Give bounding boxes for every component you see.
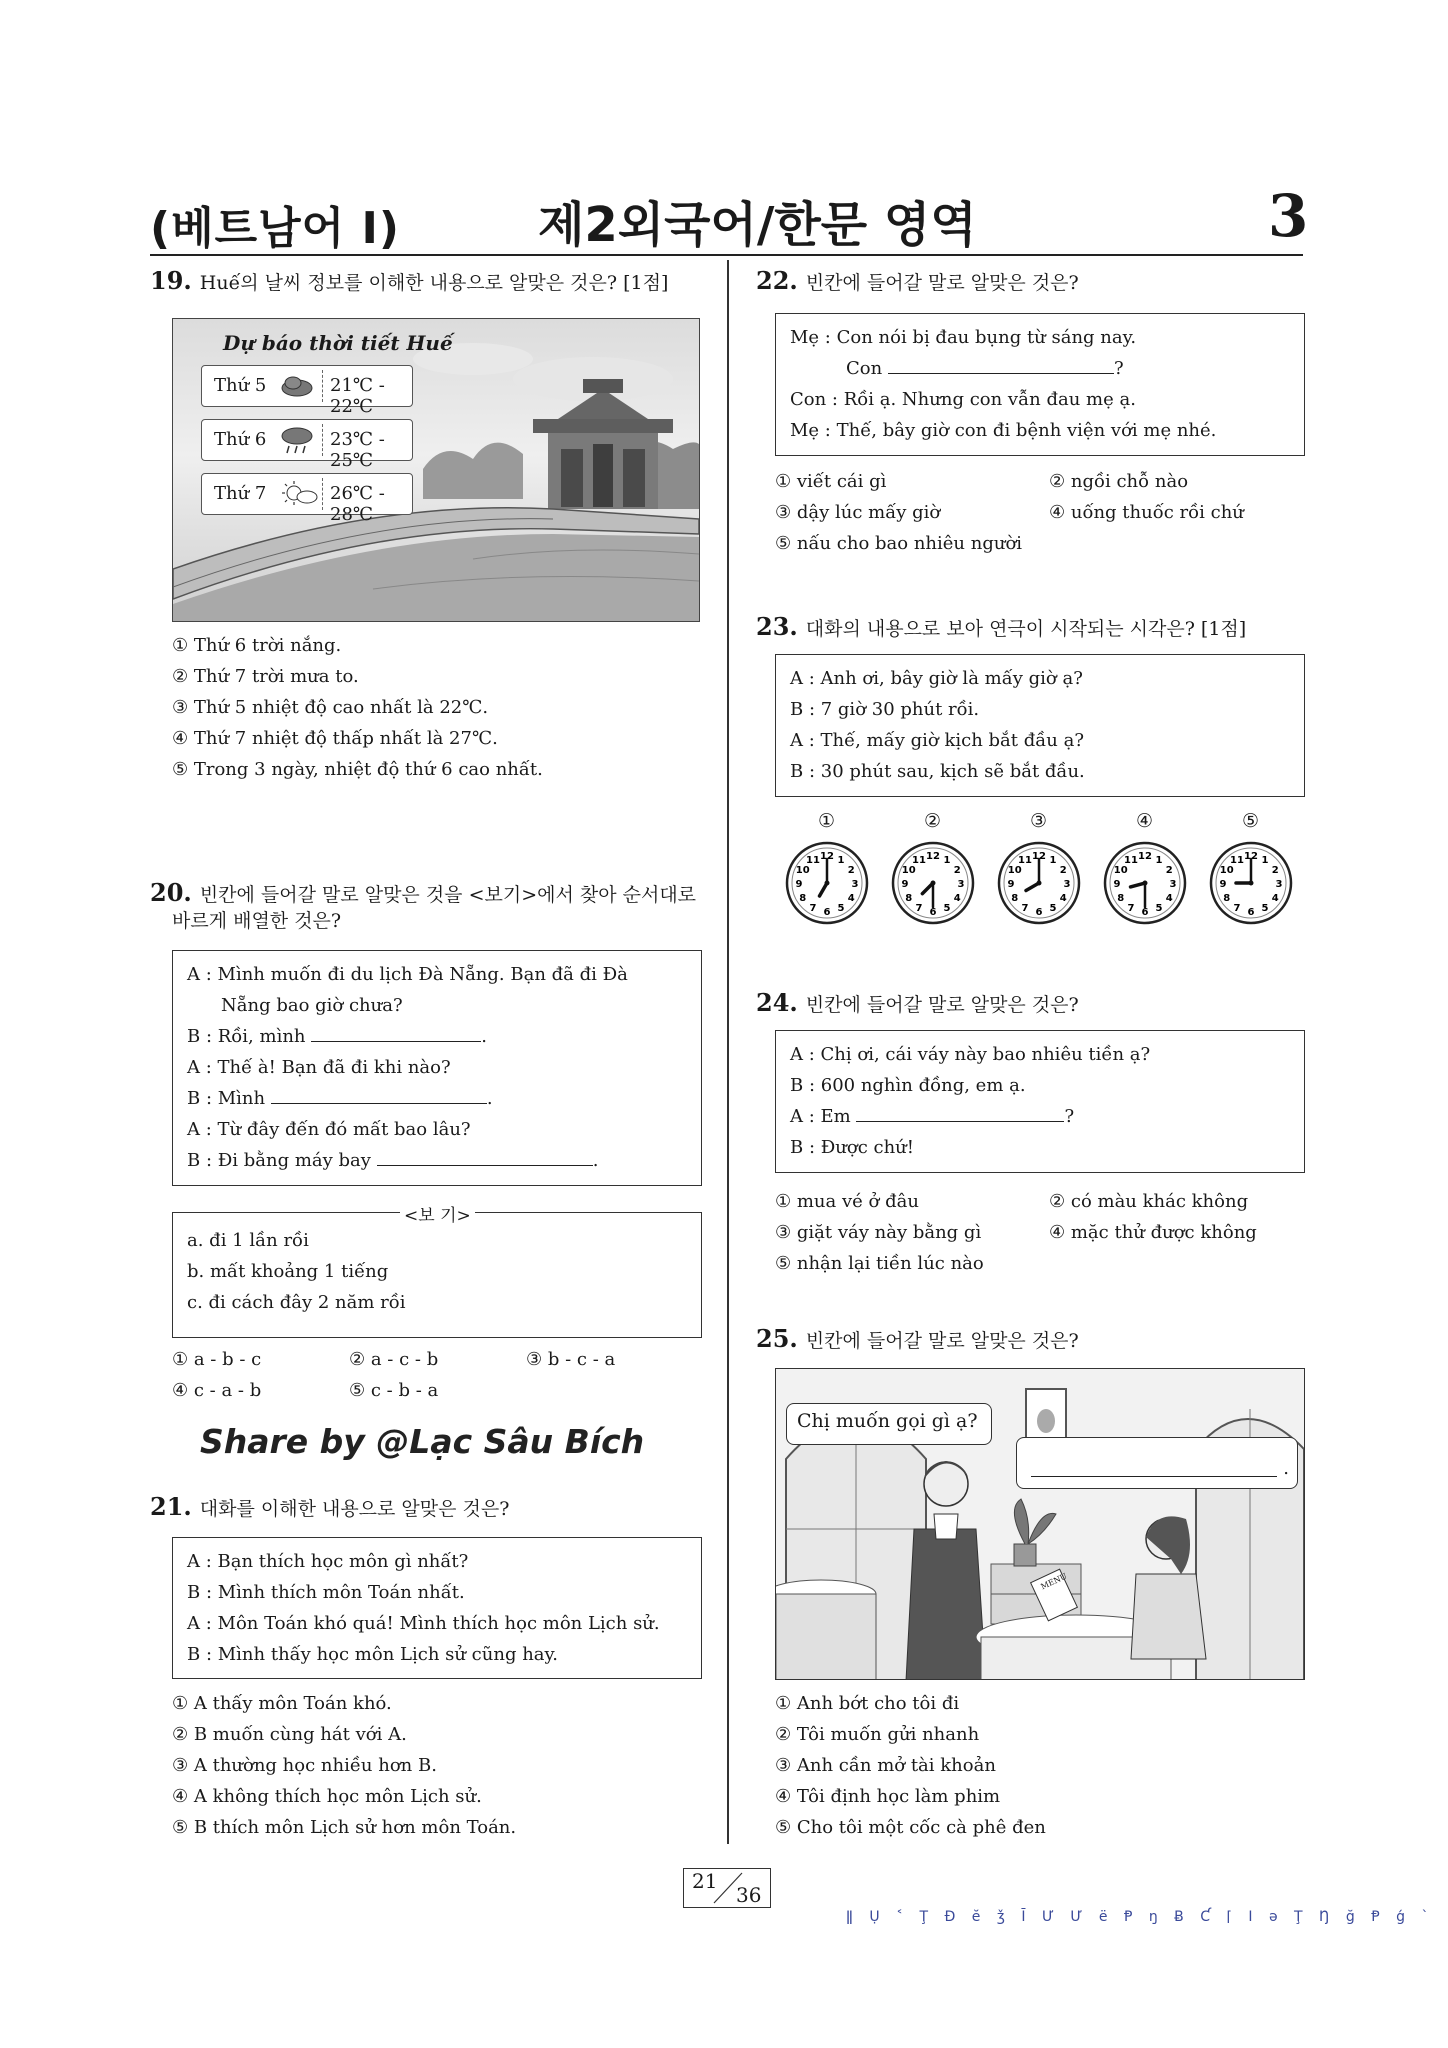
clock-numeral: 8	[1011, 893, 1019, 904]
bogi-item: a. đi 1 lần rồi	[187, 1230, 309, 1251]
q24-option-5[interactable]: ⑤ nhận lại tiền lúc nào	[775, 1253, 984, 1274]
answer-blank	[311, 1021, 481, 1042]
clock-icon[interactable]	[1102, 840, 1188, 926]
dialog-line: B : Mình thích môn Toán nhất.	[187, 1582, 465, 1603]
forecast-temp: 26℃ - 28℃	[330, 483, 385, 525]
clock-numeral: 8	[905, 893, 913, 904]
dialog-line: A : Môn Toán khó quá! Mình thích học môn Lịch sử.	[187, 1613, 660, 1634]
q19-title	[150, 268, 668, 296]
clock-numeral: 12	[820, 851, 834, 862]
rain-icon	[280, 425, 314, 455]
share-watermark: Share by @Lạc Sâu Bích	[200, 1422, 645, 1461]
q24-option-1[interactable]: ① mua vé ở đâu	[775, 1191, 919, 1212]
dialog-line: Nẵng bao giờ chưa?	[221, 995, 403, 1016]
clock-numeral: 1	[1049, 854, 1057, 866]
q25-number: 25.	[756, 1324, 798, 1353]
bogi-item: b. mất khoảng 1 tiếng	[187, 1261, 389, 1282]
q21-option-3[interactable]: ③ A thường học nhiều hơn B.	[172, 1755, 437, 1776]
q24-number: 24.	[756, 988, 798, 1017]
period-mark: .	[481, 1026, 487, 1047]
q23-clock-options	[775, 810, 1305, 930]
clock-numeral: 6	[929, 907, 937, 918]
q21-number: 21.	[150, 1492, 192, 1521]
q20-text-cont: 바르게 배열한 것은?	[172, 910, 342, 932]
q19-option-3[interactable]: ③ Thứ 5 nhiệt độ cao nhất là 22℃.	[172, 697, 489, 718]
clock-icon[interactable]	[890, 840, 976, 926]
q20-title	[150, 880, 710, 934]
q20-option-2[interactable]: ② a - c - b	[349, 1349, 439, 1370]
answer-blank	[1031, 1456, 1277, 1477]
clock-numeral: 1	[1261, 854, 1269, 866]
forecast-divider	[322, 424, 323, 456]
q21-option-5[interactable]: ⑤ B thích môn Lịch sử hơn môn Toán.	[172, 1817, 517, 1838]
clock-numeral: 2	[847, 865, 855, 876]
clock-icon[interactable]	[1208, 840, 1294, 926]
q20-option-1[interactable]: ① a - b - c	[172, 1349, 262, 1370]
clock-option-label[interactable]: ②	[924, 810, 942, 832]
clock-center	[825, 881, 830, 886]
dialog-text: B : Rồi, mình	[187, 1026, 306, 1047]
clock-numeral: 6	[1035, 907, 1043, 918]
clock-numeral: 3	[1169, 879, 1177, 890]
clock-numeral: 3	[1275, 879, 1283, 890]
forecast-title: Dự báo thời tiết Huế	[223, 331, 453, 355]
clock-numeral: 8	[1223, 893, 1231, 904]
dialog-line: A : Anh ơi, bây giờ là mấy giờ ạ?	[790, 668, 1083, 689]
clock-numeral: 8	[1117, 893, 1125, 904]
q24-option-3[interactable]: ③ giặt váy này bằng gì	[775, 1222, 982, 1243]
footer-code: ǁ Ụ ˂ Ţ Ð ĕ ǯ Ī Ư Ư ë Ᵽ ŋ Ƀ Ƈ ⌈ Ӏ ə Ţ Ŋ ğ Ᵽ ǵ ˋ	[846, 1909, 1435, 1925]
period-mark: .	[1283, 1458, 1289, 1479]
page-current: 21	[692, 1869, 718, 1893]
clock-center	[931, 881, 936, 886]
q20-dialog-box	[172, 950, 702, 1186]
forecast-day: Thứ 5	[214, 375, 267, 396]
weather-forecast-image	[172, 318, 700, 622]
dialog-line: B : 600 nghìn đồng, em ạ.	[790, 1075, 1026, 1096]
q25-option-3[interactable]: ③ Anh cần mở tài khoản	[775, 1755, 996, 1776]
q22-option-4[interactable]: ④ uống thuốc rồi chứ	[1049, 502, 1244, 523]
clock-numeral: 4	[1059, 893, 1067, 904]
clock-numeral: 12	[1138, 851, 1152, 862]
clock-numeral: 1	[837, 854, 845, 866]
forecast-divider	[322, 478, 323, 510]
dialog-line: A : Chị ơi, cái váy này bao nhiêu tiền ạ?	[790, 1044, 1151, 1065]
forecast-day: Thứ 6	[214, 429, 267, 450]
dialog-line: Con : Rồi ạ. Nhưng con vẫn đau mẹ ạ.	[790, 389, 1136, 410]
clock-center	[1249, 881, 1254, 886]
q20-number: 20.	[150, 878, 192, 907]
q25-text: 빈칸에 들어갈 말로 알맞은 것은?	[805, 1330, 1079, 1352]
period-mark: .	[486, 1088, 493, 1109]
answer-blank	[856, 1101, 1064, 1122]
dialog-line: A : Thế, mấy giờ kịch bắt đầu ạ?	[790, 730, 1084, 751]
q22-title	[756, 268, 1079, 296]
clock-numeral: 4	[953, 893, 961, 904]
q22-option-5[interactable]: ⑤ nấu cho bao nhiêu người	[775, 533, 1023, 554]
clock-numeral: 12	[926, 851, 940, 862]
q21-dialog-box	[172, 1537, 702, 1679]
dialog-line: A : Bạn thích học môn gì nhất?	[187, 1551, 469, 1572]
clock-numeral: 2	[1165, 865, 1173, 876]
clock-numeral: 7	[915, 903, 923, 915]
q19-option-5[interactable]: ⑤ Trong 3 ngày, nhiệt độ thứ 6 cao nhất.	[172, 759, 543, 780]
customer-speech-bubble	[1016, 1437, 1298, 1489]
dialog-line: A : Từ đây đến đó mất bao lâu?	[187, 1119, 471, 1140]
q19-option-2[interactable]: ② Thứ 7 trời mưa to.	[172, 666, 359, 687]
dialog-text: A : Em	[790, 1106, 851, 1127]
clock-numeral: 10	[795, 865, 810, 876]
q22-option-2[interactable]: ② ngồi chỗ nào	[1049, 471, 1189, 492]
forecast-divider	[322, 370, 323, 402]
bogi-item: c. đi cách đây 2 năm rồi	[187, 1292, 406, 1313]
cloud-icon	[280, 374, 314, 398]
waiter-speech-text: Chị muốn gọi gì ạ?	[797, 1410, 978, 1432]
clock-numeral: 10	[1219, 865, 1234, 876]
clock-center	[1143, 881, 1148, 886]
clock-numeral: 4	[1165, 893, 1173, 904]
bogi-title: <보 기>	[400, 1201, 475, 1226]
q19-options	[172, 630, 543, 785]
q22-dialog-box	[775, 313, 1305, 456]
answer-blank	[377, 1145, 593, 1166]
clock-option-label[interactable]: ④	[1136, 810, 1154, 832]
exam-section-title: 제2외국어/한문 영역	[538, 197, 977, 253]
clock-numeral: 11	[806, 854, 820, 866]
dialog-line: Mẹ : Con nói bị đau bụng từ sáng nay.	[790, 327, 1137, 348]
q21-text: 대화를 이해한 내용으로 알맞은 것은?	[199, 1498, 510, 1520]
q25-title	[756, 1326, 1079, 1354]
waiter-speech-bubble	[786, 1403, 992, 1445]
dialog-text: B : Mình	[187, 1088, 266, 1109]
q22-option-3[interactable]: ③ dậy lúc mấy giờ	[775, 502, 941, 523]
q20-text: 빈칸에 들어갈 말로 알맞은 것을 <보기>에서 찾아 순서대로	[199, 884, 697, 906]
dialog-line	[187, 1083, 687, 1114]
q25-option-4[interactable]: ④ Tôi định học làm phim	[775, 1786, 1001, 1807]
clock-numeral: 11	[1230, 854, 1244, 866]
clock-option-label[interactable]: ③	[1030, 810, 1048, 832]
bogi-box	[172, 1212, 702, 1338]
q23-dialog-box	[775, 654, 1305, 797]
page-total: 36	[736, 1883, 762, 1907]
forecast-row-thu5	[201, 365, 413, 417]
dialog-line	[790, 353, 1290, 384]
clock-numeral: 9	[1113, 879, 1121, 890]
q24-text: 빈칸에 들어갈 말로 알맞은 것은?	[805, 994, 1079, 1016]
q23-number: 23.	[756, 612, 798, 641]
clock-numeral: 7	[809, 903, 817, 915]
q23-title	[756, 614, 1246, 642]
question-mark: ?	[1064, 1106, 1075, 1127]
page-number-header: 3	[1268, 182, 1309, 250]
q21-option-1[interactable]: ① A thấy môn Toán khó.	[172, 1693, 392, 1714]
page-counter-box	[683, 1868, 771, 1908]
clock-numeral: 5	[1049, 903, 1057, 915]
q19-option-4[interactable]: ④ Thứ 7 nhiệt độ thấp nhất là 27℃.	[172, 728, 498, 749]
q24-option-2[interactable]: ② có màu khác không	[1049, 1191, 1249, 1212]
clock-numeral: 5	[1155, 903, 1163, 915]
q19-option-1[interactable]: ① Thứ 6 trời nắng.	[172, 635, 342, 656]
clock-numeral: 1	[943, 854, 951, 866]
dialog-line	[790, 1101, 1290, 1132]
cafe-illustration	[775, 1368, 1305, 1680]
clock-numeral: 1	[1155, 854, 1163, 866]
sun-cloud-icon	[280, 480, 318, 508]
dialog-line: B : Mình thấy học môn Lịch sử cũng hay.	[187, 1644, 559, 1665]
clock-numeral: 2	[1059, 865, 1067, 876]
dialog-line: B : 30 phút sau, kịch sẽ bắt đầu.	[790, 761, 1085, 782]
q22-text: 빈칸에 들어갈 말로 알맞은 것은?	[805, 272, 1079, 294]
period-mark: .	[592, 1150, 599, 1171]
clock-numeral: 11	[1124, 854, 1138, 866]
clock-center	[1037, 881, 1042, 886]
clock-numeral: 6	[1247, 907, 1255, 918]
clock-numeral: 7	[1233, 903, 1241, 915]
dialog-line: Mẹ : Thế, bây giờ con đi bệnh viện với mẹ nhé.	[790, 420, 1217, 441]
header-rule	[150, 254, 1303, 256]
q21-title	[150, 1494, 509, 1522]
q20-option-3[interactable]: ③ b - c - a	[526, 1349, 616, 1370]
q24-option-4[interactable]: ④ mặc thử được không	[1049, 1222, 1257, 1243]
clock-numeral: 6	[1141, 907, 1149, 918]
q21-option-4[interactable]: ④ A không thích học môn Lịch sử.	[172, 1786, 482, 1807]
subject-label: (베트남어 I)	[150, 203, 400, 254]
clock-numeral: 4	[847, 893, 855, 904]
clock-numeral: 9	[795, 879, 803, 890]
clock-numeral: 3	[957, 879, 965, 890]
q22-option-1[interactable]: ① viết cái gì	[775, 471, 887, 492]
clock-option-label[interactable]: ⑤	[1242, 810, 1260, 832]
answer-blank	[271, 1083, 487, 1104]
forecast-temp: 21℃ - 22℃	[330, 375, 385, 417]
clock-numeral: 2	[953, 865, 961, 876]
clock-icon[interactable]	[784, 840, 870, 926]
clock-numeral: 5	[837, 903, 845, 915]
clock-numeral: 7	[1021, 903, 1029, 915]
q25-option-1[interactable]: ① Anh bớt cho tôi đi	[775, 1693, 960, 1714]
q21-options	[172, 1688, 516, 1843]
q25-option-5[interactable]: ⑤ Cho tôi một cốc cà phê đen	[775, 1817, 1046, 1838]
clock-numeral: 9	[1219, 879, 1227, 890]
q20-option-5[interactable]: ⑤ c - b - a	[349, 1380, 439, 1401]
forecast-temp: 23℃ - 25℃	[330, 429, 385, 471]
forecast-row-thu7	[201, 473, 413, 525]
clock-numeral: 10	[901, 865, 916, 876]
clock-numeral: 9	[901, 879, 909, 890]
clock-numeral: 3	[1063, 879, 1071, 890]
clock-numeral: 10	[1007, 865, 1022, 876]
column-divider	[727, 260, 729, 1844]
clock-numeral: 12	[1032, 851, 1046, 862]
dialog-text: B : Đi bằng máy bay	[187, 1150, 371, 1171]
clock-numeral: 12	[1244, 851, 1258, 862]
clock-numeral: 11	[1018, 854, 1032, 866]
q23-text: 대화의 내용으로 보아 연극이 시작되는 시각은? [1점]	[805, 618, 1247, 640]
dialog-line: B : 7 giờ 30 phút rồi.	[790, 699, 980, 720]
menu-label: MENU	[1039, 1571, 1069, 1592]
clock-numeral: 7	[1127, 903, 1135, 915]
clock-numeral: 3	[851, 879, 859, 890]
clock-option-label[interactable]: ①	[818, 810, 836, 832]
clock-numeral: 5	[1261, 903, 1269, 915]
answer-blank	[888, 353, 1114, 374]
dialog-line	[187, 1021, 687, 1052]
forecast-day: Thứ 7	[214, 483, 267, 504]
dialog-line: A : Thế à! Bạn đã đi khi nào?	[187, 1057, 451, 1078]
q21-option-2[interactable]: ② B muốn cùng hát với A.	[172, 1724, 407, 1745]
clock-numeral: 2	[1271, 865, 1279, 876]
dialog-line: A : Mình muốn đi du lịch Đà Nẵng. Bạn đã đi Đà	[187, 964, 628, 985]
clock-numeral: 4	[1271, 893, 1279, 904]
q24-dialog-box	[775, 1030, 1305, 1173]
question-mark: ?	[1113, 358, 1124, 379]
clock-numeral: 9	[1007, 879, 1015, 890]
clock-numeral: 5	[943, 903, 951, 915]
dialog-line: B : Được chứ!	[790, 1137, 914, 1158]
q25-options	[775, 1688, 1046, 1843]
clock-numeral: 8	[799, 893, 807, 904]
clock-numeral: 6	[823, 907, 831, 918]
q22-number: 22.	[756, 266, 798, 295]
q19-text: Huế의 날씨 정보를 이해한 내용으로 알맞은 것은? [1점]	[199, 272, 669, 294]
dialog-line	[187, 1145, 687, 1176]
q24-title	[756, 990, 1079, 1018]
dialog-text: Con	[846, 358, 883, 379]
q20-option-4[interactable]: ④ c - a - b	[172, 1380, 262, 1401]
forecast-row-thu6	[201, 419, 413, 471]
q19-number: 19.	[150, 266, 192, 295]
q25-option-2[interactable]: ② Tôi muốn gửi nhanh	[775, 1724, 980, 1745]
clock-numeral: 10	[1113, 865, 1128, 876]
clock-icon[interactable]	[996, 840, 1082, 926]
clock-numeral: 11	[912, 854, 926, 866]
